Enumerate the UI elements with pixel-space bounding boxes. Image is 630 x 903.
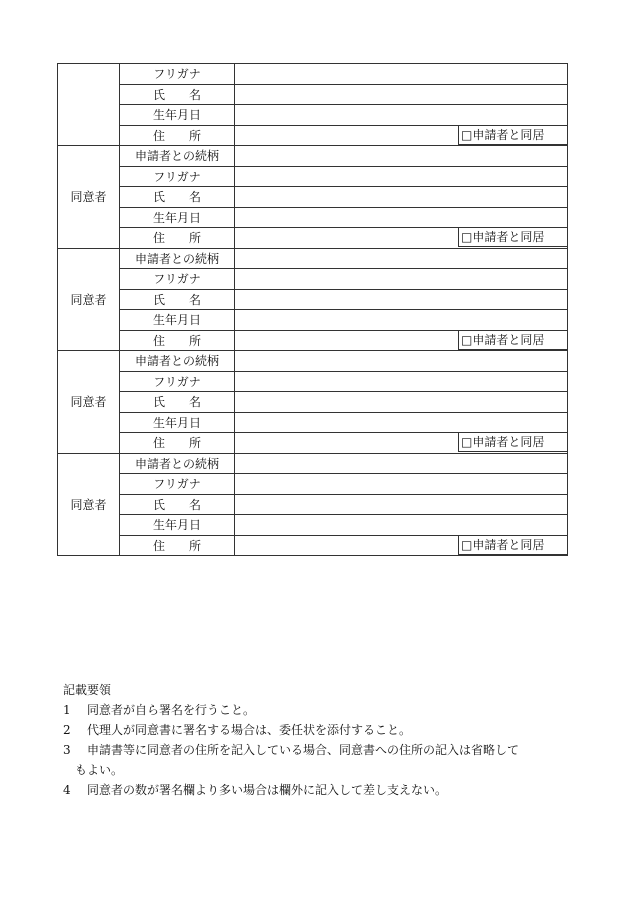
consenter-group-label: 同意者 [58,453,120,556]
consenter-group-label [58,64,120,146]
form-row [58,453,568,474]
form-row [58,515,568,536]
field-input-cell[interactable] [235,105,568,126]
field-input-cell[interactable] [235,289,568,310]
address-input-cell[interactable] [235,535,568,556]
cohabit-checkbox[interactable]: □申請者と同居 [458,433,568,452]
form-row [58,166,568,187]
field-input-cell[interactable] [235,371,568,392]
field-label: 氏 名 [120,392,235,413]
instruction-number: 3 [63,743,71,757]
field-label: 生年月日 [120,105,235,126]
consenter-group-label: 同意者 [58,351,120,454]
field-input-cell[interactable] [235,166,568,187]
form-row [58,125,568,146]
form-row [58,433,568,454]
field-label: フリガナ [120,371,235,392]
field-label: 氏 名 [120,187,235,208]
field-label: 住 所 [120,330,235,351]
form-row [58,474,568,495]
field-label: フリガナ [120,64,235,85]
address-input-cell[interactable] [235,125,568,146]
form-row [58,310,568,331]
instructions [63,680,583,800]
field-input-cell[interactable] [235,146,568,167]
field-label: 生年月日 [120,207,235,228]
form-row [58,289,568,310]
field-input-cell[interactable] [235,474,568,495]
field-input-cell[interactable] [235,515,568,536]
form-row [58,351,568,372]
field-input-cell[interactable] [235,269,568,290]
form-row [58,269,568,290]
instruction-text: 代理人が同意書に署名する場合は、委任状を添付すること。 [87,723,412,737]
address-input-cell[interactable] [235,228,568,249]
field-input-cell[interactable] [235,187,568,208]
form-row [58,187,568,208]
instruction-number: 1 [63,703,71,717]
cohabit-checkbox[interactable]: □申請者と同居 [458,331,568,350]
field-label: 住 所 [120,433,235,454]
address-input-cell[interactable] [235,330,568,351]
form-row [58,64,568,85]
cohabit-checkbox[interactable]: □申請者と同居 [458,126,568,145]
field-label: フリガナ [120,474,235,495]
instruction-text: 同意者の数が署名欄より多い場合は欄外に記入して差し支えない。 [87,783,448,797]
consenter-group-label: 同意者 [58,248,120,351]
form-row [58,105,568,126]
field-label: 住 所 [120,228,235,249]
field-label: 申請者との続柄 [120,248,235,269]
instruction-text: 同意者が自ら署名を行うこと。 [87,703,256,717]
field-label: 申請者との続柄 [120,453,235,474]
field-label: フリガナ [120,166,235,187]
field-label: 生年月日 [120,515,235,536]
form-row [58,371,568,392]
instruction-item [63,780,583,800]
form-row [58,146,568,167]
field-input-cell[interactable] [235,310,568,331]
instruction-item [63,700,583,720]
form-row [58,412,568,433]
cohabit-checkbox[interactable]: □申請者と同居 [458,536,568,555]
field-input-cell[interactable] [235,494,568,515]
instruction-text-continued: もよい。 [75,763,124,777]
field-input-cell[interactable] [235,64,568,85]
cohabit-checkbox[interactable]: □申請者と同居 [458,228,568,247]
field-label: 生年月日 [120,412,235,433]
field-label: 申請者との続柄 [120,351,235,372]
field-input-cell[interactable] [235,392,568,413]
field-label: 生年月日 [120,310,235,331]
field-label: フリガナ [120,269,235,290]
form-row [58,207,568,228]
form-row [58,535,568,556]
field-input-cell[interactable] [235,248,568,269]
form-row [58,392,568,413]
field-label: 氏 名 [120,494,235,515]
field-input-cell[interactable] [235,207,568,228]
instruction-number: 4 [63,783,71,797]
field-label: 氏 名 [120,289,235,310]
field-input-cell[interactable] [235,412,568,433]
instruction-number: 2 [63,723,71,737]
field-input-cell[interactable] [235,351,568,372]
field-label: 氏 名 [120,84,235,105]
address-input-cell[interactable] [235,433,568,454]
consent-signature-table [57,63,568,556]
instructions-title: 記載要領 [63,683,112,697]
instruction-item [63,720,583,740]
form-row [58,228,568,249]
field-input-cell[interactable] [235,453,568,474]
form-row [58,330,568,351]
instruction-item [63,740,583,760]
field-label: 申請者との続柄 [120,146,235,167]
field-label: 住 所 [120,125,235,146]
form-row [58,248,568,269]
field-label: 住 所 [120,535,235,556]
instruction-text: 申請書等に同意者の住所を記入している場合、同意書への住所の記入は省略して [87,743,520,757]
form-row [58,84,568,105]
field-input-cell[interactable] [235,84,568,105]
consenter-group-label: 同意者 [58,146,120,249]
form-row [58,494,568,515]
